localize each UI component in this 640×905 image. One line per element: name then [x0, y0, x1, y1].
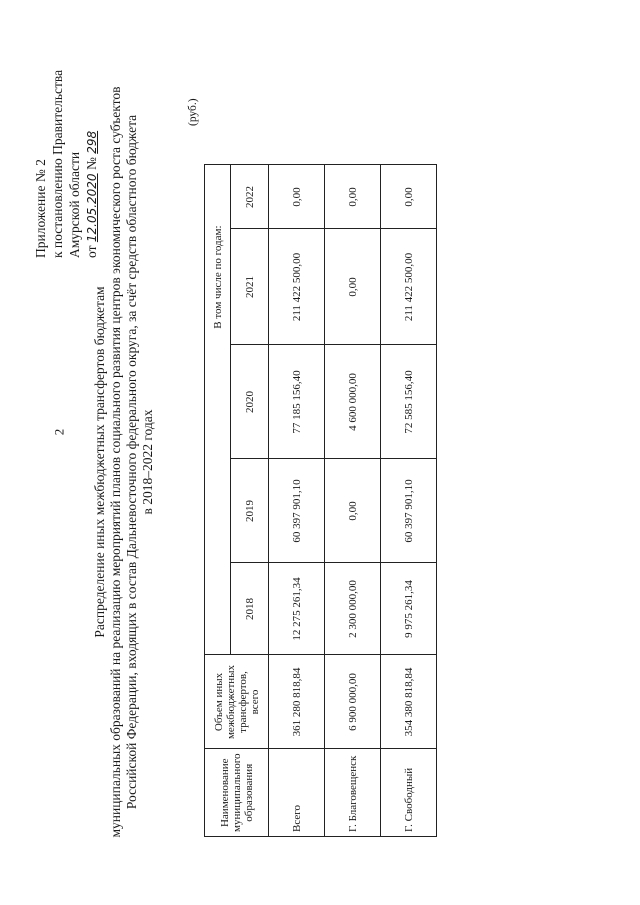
page-number: 2: [51, 428, 67, 436]
transfers-table: [204, 164, 437, 837]
row-value: 2 300 000,00: [325, 563, 381, 655]
row-value: 72 585 156,40: [381, 345, 437, 459]
row-value: 60 397 901,10: [381, 459, 437, 563]
row-value: 60 397 901,10: [269, 459, 325, 563]
rotated-page: [0, 2, 640, 902]
unit-label: (руб.): [187, 98, 199, 126]
appendix-line-3: Амурской области: [67, 151, 82, 258]
header-total: Объем иных межбюджетных трансфертов, всего: [205, 655, 269, 749]
row-name: Г. Благовещенск: [325, 749, 381, 837]
row-value: 211 422 500,00: [381, 229, 437, 345]
header-year-2020: 2020: [231, 345, 269, 459]
header-by-years: В том числе по годам:: [205, 165, 231, 655]
title-line-2: муниципальных образований на реализацию мероприятий планов социального развития центров экономического роста субъектов: [108, 86, 123, 838]
number-value: 298: [85, 130, 99, 154]
title-line-4: в 2018–2022 годах: [140, 409, 155, 515]
header-year-2021: 2021: [231, 229, 269, 345]
header-year-2018: 2018: [231, 563, 269, 655]
header-name: Наименование муниципального образования: [205, 749, 269, 837]
header-row-1: [205, 165, 231, 837]
row-value: 9 975 261,34: [381, 563, 437, 655]
header-year-2022: 2022: [231, 165, 269, 229]
row-total: 6 900 000,00: [325, 655, 381, 749]
row-value: 0,00: [325, 165, 381, 229]
document-title: [92, 82, 156, 842]
appendix-line-2: к постановлению Правительства: [50, 69, 65, 258]
row-value: 12 275 261,34: [269, 563, 325, 655]
row-total: 354 380 818,84: [381, 655, 437, 749]
row-value: 0,00: [325, 229, 381, 345]
row-value: 77 185 156,40: [269, 345, 325, 459]
header-year-2019: 2019: [231, 459, 269, 563]
row-value: 4 600 000,00: [325, 345, 381, 459]
row-total: 361 280 818,84: [269, 655, 325, 749]
row-value: 0,00: [381, 165, 437, 229]
title-line-1: Распределение иных межбюджетных трансфертов бюджетам: [92, 286, 107, 638]
title-line-3: Российской Федерации, входящих в состав Дальневосточного федерального округа, за счёт средств областного бюджета: [124, 114, 139, 810]
row-name: Всего: [269, 749, 325, 837]
date-value: 12.05.2020: [85, 173, 99, 243]
date-prefix: от: [84, 245, 99, 258]
row-value: 0,00: [269, 165, 325, 229]
table-row: [381, 165, 437, 837]
number-prefix: №: [84, 157, 99, 171]
table-row: [269, 165, 325, 837]
row-value: 211 422 500,00: [269, 229, 325, 345]
appendix-line-1: Приложение № 2: [33, 159, 48, 258]
appendix-block: [32, 70, 101, 258]
table-row: [325, 165, 381, 837]
row-name: Г. Свободный: [381, 749, 437, 837]
row-value: 0,00: [325, 459, 381, 563]
